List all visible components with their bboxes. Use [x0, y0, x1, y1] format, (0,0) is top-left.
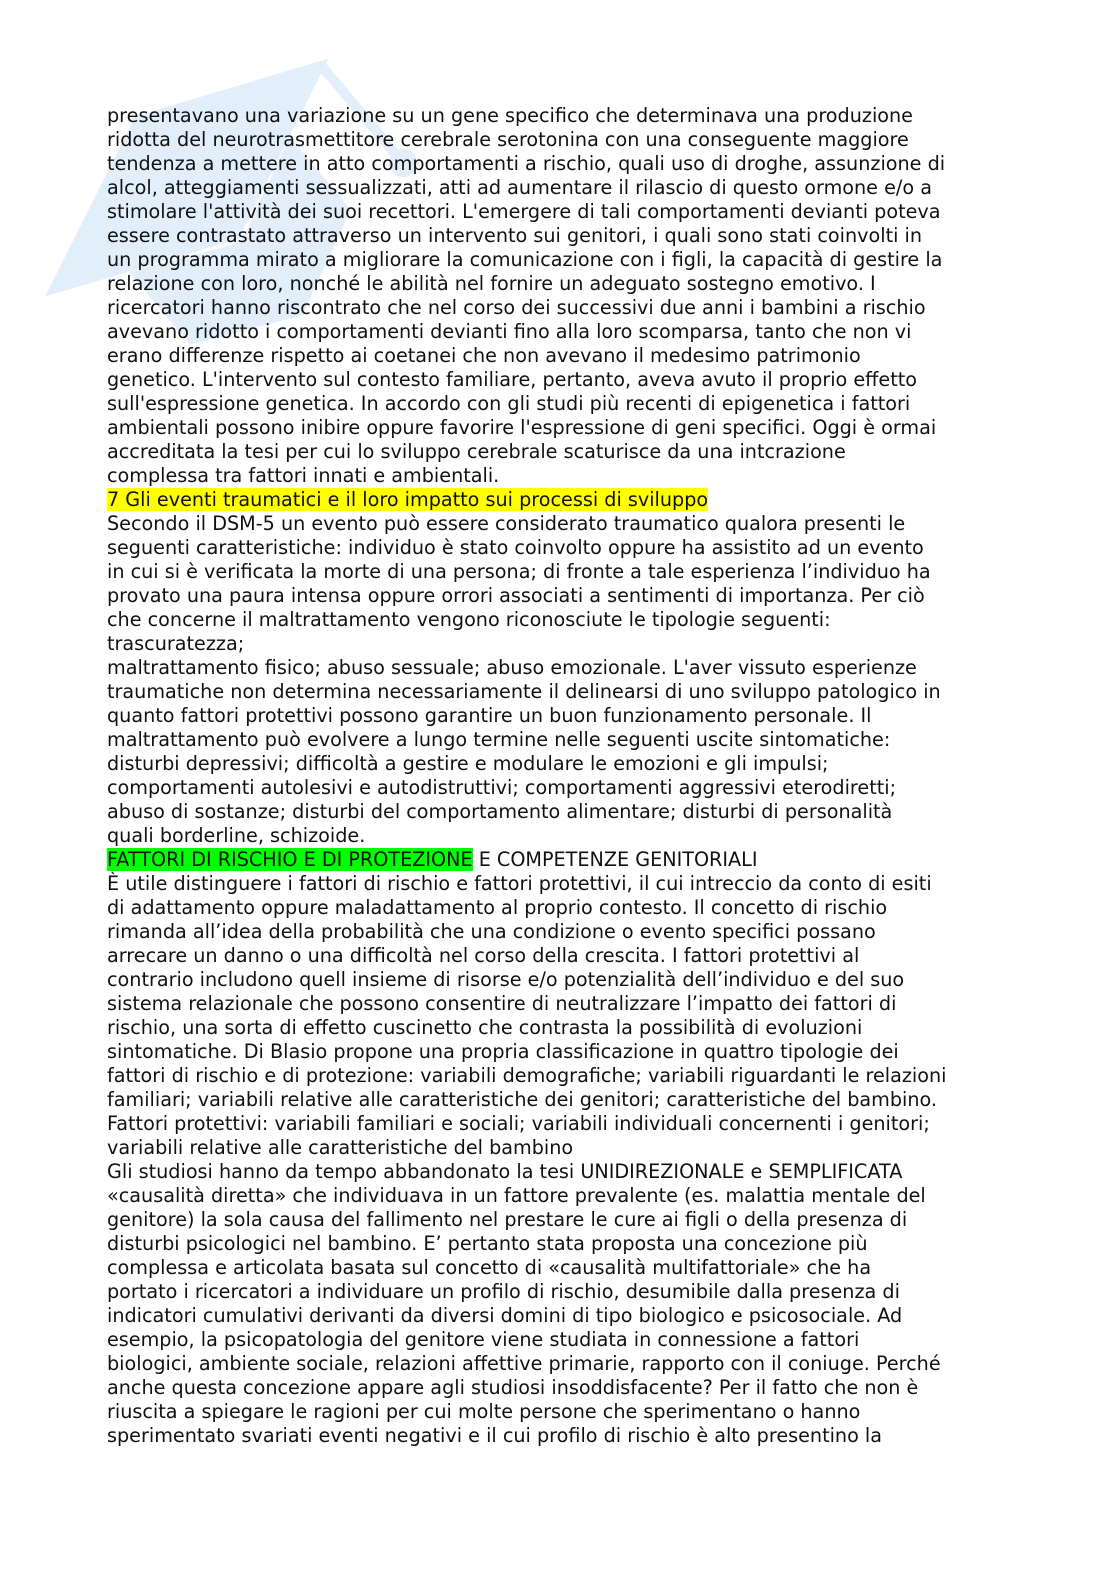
text-line: che concerne il maltrattamento vengono riconosciute le tipologie seguenti:: [107, 608, 831, 631]
text-line: in cui si è verificata la morte di una persona; di fronte a tale esperienza l’individuo ha: [107, 560, 931, 583]
text-line: indicatori cumulativi derivanti da diversi domini di tipo biologico e psicosociale. Ad: [107, 1304, 903, 1327]
text-line: sperimentato svariati eventi negativi e il cui profilo di rischio è alto presentino la: [107, 1424, 883, 1447]
text-line: quanto fattori protettivi possono garantire un buon funzionamento personale. Il: [107, 704, 872, 727]
text-line: stimolare l'attività dei suoi recettori. L'emergere di tali comportamenti devianti poteva: [107, 200, 941, 223]
text-line: anche questa concezione appare agli studiosi insoddisfacente? Per il fatto che non è: [107, 1376, 919, 1399]
text-line: comportamenti autolesivi e autodistruttivi; comportamenti aggressivi eterodiretti;: [107, 776, 897, 799]
text-line: quali borderline, schizoide.: [107, 824, 366, 847]
text-line: complessa tra fattori innati e ambientali.: [107, 464, 500, 487]
text-line: sull'espressione genetica. In accordo con gli studi più recenti di epigenetica i fattori: [107, 392, 911, 415]
text-line: sistema relazionale che possono consentire di neutralizzare l’impatto dei fattori di: [107, 992, 897, 1015]
text-line: portato i ricercatori a individuare un profilo di rischio, desumibile dalla presenza di: [107, 1280, 900, 1303]
text-line: di adattamento oppure maladattamento al proprio contesto. Il concetto di rischio: [107, 896, 888, 919]
paragraph-dsm5-trauma: [107, 512, 1012, 848]
text-line: accreditata la tesi per cui lo sviluppo cerebrale scaturisce da una intcrazione: [107, 440, 846, 463]
text-line: sintomatiche. Di Blasio propone una propria classificazione in quattro tipologie dei: [107, 1040, 899, 1063]
text-line: maltrattamento fisico; abuso sessuale; abuso emozionale. L'aver vissuto esperienze: [107, 656, 917, 679]
text-line: seguenti caratteristiche: individuo è stato coinvolto oppure ha assistito ad un evento: [107, 536, 924, 559]
section-heading-traumatic-events: [107, 488, 1012, 512]
text-line: ambientali possono inibire oppure favorire l'espressione di geni specifici. Oggi è ormai: [107, 416, 937, 439]
section-heading-risk-factors: [107, 848, 1012, 872]
text-line: provato una paura intensa oppure orrori associati a sentimenti di importanza. Per ciò: [107, 584, 925, 607]
text-line: traumatiche non determina necessariamente il delinearsi di uno sviluppo patologico in: [107, 680, 941, 703]
text-line: essere contrastato attraverso un intervento sui genitori, i quali sono stati coinvolti in: [107, 224, 923, 247]
text-line: trascuratezza;: [107, 632, 245, 655]
text-line: ridotta del neurotrasmettitore cerebrale serotonina con una conseguente maggiore: [107, 128, 909, 151]
paragraph-risk-protection: [107, 872, 1012, 1448]
text-line: biologici, ambiente sociale, relazioni affettive primarie, rapporto con il coniuge. Perché: [107, 1352, 941, 1375]
text-line: maltrattamento può evolvere a lungo termine nelle seguenti uscite sintomatiche:: [107, 728, 891, 751]
text-line: complessa e articolata basata sul concetto di «causalità multifattoriale» che ha: [107, 1256, 872, 1279]
text-line: disturbi psicologici nel bambino. E’ pertanto stata proposta una concezione più: [107, 1232, 868, 1255]
text-line: erano differenze rispetto ai coetanei che non avevano il medesimo patrimonio: [107, 344, 861, 367]
text-line: Secondo il DSM-5 un evento può essere considerato traumatico qualora presenti le: [107, 512, 906, 535]
text-line: familiari; variabili relative alle caratteristiche dei genitori; caratteristiche del bambino.: [107, 1088, 938, 1111]
text-line: alcol, atteggiamenti sessualizzati, atti ad aumentare il rilascio di questo ormone e/o a: [107, 176, 932, 199]
text-line: È utile distinguere i fattori di rischio e fattori protettivi, il cui intreccio da conto di esiti: [107, 872, 932, 895]
text-line: un programma mirato a migliorare la comunicazione con i figli, la capacità di gestire la: [107, 248, 943, 271]
text-line: avevano ridotto i comportamenti devianti fino alla loro scomparsa, tanto che non vi: [107, 320, 912, 343]
text-line: «causalità diretta» che individuava in un fattore prevalente (es. malattia mentale del: [107, 1184, 926, 1207]
heading-highlight-green: FATTORI DI RISCHIO E DI PROTEZIONE: [107, 848, 473, 871]
text-line: variabili relative alle caratteristiche del bambino: [107, 1136, 574, 1159]
text-line: rimanda all’idea della probabilità che una condizione o evento specifici possano: [107, 920, 876, 943]
text-line: presentavano una variazione su un gene specifico che determinava una produzione: [107, 104, 913, 127]
text-line: Fattori protettivi: variabili familiari e sociali; variabili individuali concernenti i genitori;: [107, 1112, 930, 1135]
document-body: [107, 104, 1012, 1448]
heading-highlight-yellow: 7 Gli eventi traumatici e il loro impatto sui processi di sviluppo: [107, 488, 709, 511]
text-line: riuscita a spiegare le ragioni per cui molte persone che sperimentano o hanno: [107, 1400, 861, 1423]
text-line: genitore) la sola causa del fallimento nel prestare le cure ai figli o della presenza di: [107, 1208, 908, 1231]
text-line: disturbi depressivi; difficoltà a gestire e modulare le emozioni e gli impulsi;: [107, 752, 829, 775]
text-line: rischio, una sorta di effetto cuscinetto che contrasta la possibilità di evoluzioni: [107, 1016, 863, 1039]
paragraph-epigenetics: [107, 104, 1012, 488]
text-line: abuso di sostanze; disturbi del comportamento alimentare; disturbi di personalità: [107, 800, 893, 823]
text-line: arrecare un danno o una difficoltà nel corso della crescita. I fattori protettivi al: [107, 944, 860, 967]
text-line: ricercatori hanno riscontrato che nel corso dei successivi due anni i bambini a rischio: [107, 296, 926, 319]
text-line: Gli studiosi hanno da tempo abbandonato la tesi UNIDIREZIONALE e SEMPLIFICATA: [107, 1160, 903, 1183]
text-line: contrario includono quell insieme di risorse e/o potenzialità dell’individuo e del suo: [107, 968, 905, 991]
text-line: relazione con loro, nonché le abilità nel fornire un adeguato sostegno emotivo. I: [107, 272, 876, 295]
text-line: genetico. L'intervento sul contesto familiare, pertanto, aveva avuto il proprio effetto: [107, 368, 917, 391]
text-line: fattori di rischio e di protezione: variabili demografiche; variabili riguardanti le relazioni: [107, 1064, 947, 1087]
heading-rest: E COMPETENZE GENITORIALI: [472, 848, 758, 871]
text-line: tendenza a mettere in atto comportamenti a rischio, quali uso di droghe, assunzione di: [107, 152, 946, 175]
text-line: esempio, la psicopatologia del genitore viene studiata in connessione a fattori: [107, 1328, 860, 1351]
